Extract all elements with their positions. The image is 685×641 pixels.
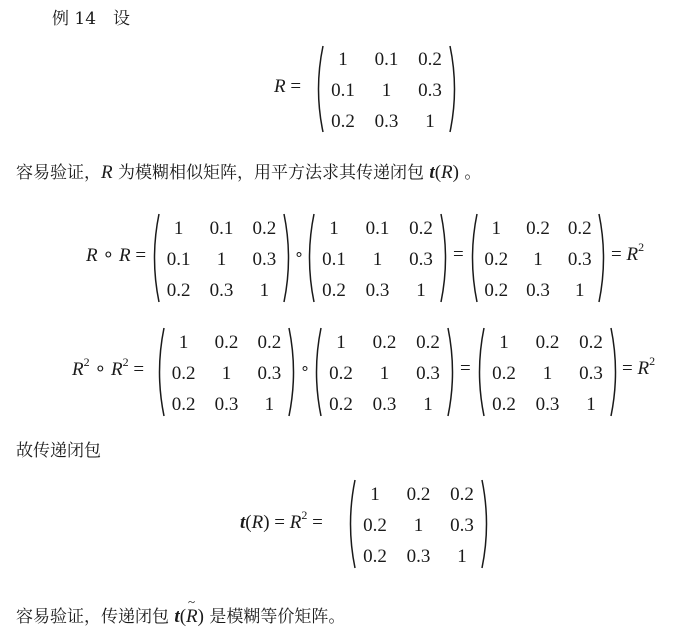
matrix-cell: 0.2 (171, 362, 196, 384)
matrix-cell: 0.2 (171, 394, 196, 416)
right-paren (441, 214, 446, 302)
matrix-cell: 1 (413, 514, 424, 536)
eq2-lhs: R ∘ R = (86, 245, 147, 266)
eq4-lhs: $t(R) = R^2$ = (240, 508, 323, 533)
matrix-transitive-closure (346, 478, 491, 570)
matrix-cell: 1 (216, 248, 227, 270)
matrix-cell: 1 (491, 217, 501, 239)
matrix-cell: 0.2 (567, 217, 592, 239)
matrix-cell: 0.3 (257, 362, 282, 384)
matrix-cell: 0.3 (416, 362, 440, 384)
matrix-cell: 0.2 (484, 248, 509, 270)
matrix-cell: 0.2 (418, 49, 442, 71)
matrix-cell: 0.2 (484, 280, 509, 302)
matrix-cell: 0.2 (166, 280, 191, 302)
equals-sign: = (453, 244, 464, 265)
right-paren (611, 328, 616, 416)
equals-sign-2: = (460, 358, 471, 379)
left-paren (319, 46, 324, 132)
matrix-cell: 0.3 (579, 362, 603, 384)
matrix-cell: 0.2 (492, 362, 516, 384)
eq2-rhs: = $R^2$ (611, 240, 645, 265)
matrix-cell: 0.2 (252, 217, 277, 239)
matrix-cell: 1 (338, 49, 348, 71)
matrix-cell: 1 (425, 110, 435, 132)
left-paren (155, 214, 160, 302)
matrix-cell: 0.2 (363, 514, 387, 536)
matrix-R-right (305, 212, 450, 304)
eq1-lhs: R = (274, 76, 302, 97)
matrix-cell: 1 (221, 362, 232, 384)
matrix-cell: 1 (379, 362, 390, 384)
matrix-cell: 1 (542, 362, 553, 384)
matrix-cell: 0.3 (214, 394, 239, 416)
right-paren (448, 328, 453, 416)
matrix-cell: 1 (173, 217, 184, 239)
matrix-cell: 0.3 (418, 80, 442, 101)
matrix-cell: 0.2 (492, 394, 516, 416)
matrix-cell: 0.3 (450, 514, 474, 536)
matrix-cell: 0.2 (526, 217, 550, 239)
matrix-R2-right (312, 326, 457, 418)
matrix-cell: 0.3 (567, 248, 592, 270)
matrix-cell: 1 (499, 331, 509, 353)
matrix-cell: 1 (423, 394, 433, 416)
matrix-R (314, 44, 459, 134)
right-paren (284, 214, 289, 302)
matrix-cell: 0.1 (209, 217, 234, 239)
matrix-cell: 0.2 (322, 280, 346, 302)
matrix-cell: 0.2 (535, 331, 560, 353)
left-paren (351, 480, 356, 568)
compose-operator-2: ∘ (300, 360, 311, 377)
right-paren (482, 480, 487, 568)
matrix-cell: 0.2 (372, 331, 397, 353)
matrix-R2-result (468, 212, 608, 304)
matrix-cell: 0.3 (409, 248, 433, 270)
matrix-cell: 0.3 (374, 110, 399, 132)
matrix-cell: 0.2 (406, 483, 431, 505)
eq3-lhs: $R^2$ ∘ $R^2$ = (72, 355, 145, 380)
final-sentence: 容易验证，传递闭包 t(R ~ ) 是模糊等价矩阵。 (16, 594, 346, 627)
matrix-cell: 0.2 (416, 331, 440, 353)
eq3-rhs: = $R^2$ (622, 354, 656, 379)
intro-sentence: 容易验证，R 为模糊相似矩阵，用平方法求其传递闭包 t(R) 。 (16, 162, 482, 183)
matrix-R-left (150, 212, 293, 304)
matrix-cell: 1 (259, 280, 270, 302)
matrix-cell: 1 (586, 394, 596, 416)
matrix-cell: 0.2 (409, 217, 433, 239)
example-heading: 例 14 设 (52, 9, 131, 29)
matrix-cell: 0.2 (329, 362, 353, 384)
matrix-cell: 0.3 (209, 280, 234, 302)
matrix-cell: 0.3 (365, 280, 390, 302)
right-paren (289, 328, 294, 416)
matrix-cell: 0.2 (329, 394, 353, 416)
matrix-cell: 1 (336, 331, 346, 353)
right-paren (450, 46, 455, 132)
matrix-cell: 0.3 (372, 394, 397, 416)
matrix-cell: 0.3 (526, 280, 550, 302)
matrix-cell: 1 (178, 331, 189, 353)
matrix-cell: 1 (575, 280, 585, 302)
matrix-cell: 1 (381, 80, 392, 101)
matrix-cell: 1 (416, 280, 426, 302)
matrix-R2-result-2 (475, 326, 620, 418)
left-paren (310, 214, 315, 302)
left-paren (473, 214, 478, 302)
matrix-cell: 0.2 (257, 331, 282, 353)
matrix-cell: 1 (370, 483, 380, 505)
matrix-cell: 0.2 (214, 331, 239, 353)
matrix-cell: 1 (329, 217, 339, 239)
matrix-R2-left (155, 326, 298, 418)
right-paren (599, 214, 604, 302)
conclusion-label: 故传递闭包 (16, 441, 101, 461)
matrix-cell: 1 (264, 394, 275, 416)
matrix-cell: 0.2 (363, 546, 387, 568)
matrix-cell: 1 (457, 546, 467, 568)
matrix-cell: 0.1 (166, 248, 191, 270)
matrix-cell: 0.1 (331, 80, 355, 101)
left-paren (480, 328, 485, 416)
left-paren (317, 328, 322, 416)
matrix-cell: 0.3 (535, 394, 560, 416)
matrix-cell: 0.1 (374, 49, 399, 71)
matrix-cell: 0.2 (579, 331, 603, 353)
matrix-cell: 1 (372, 248, 383, 270)
matrix-cell: 0.2 (331, 110, 355, 132)
compose-operator: ∘ (294, 246, 305, 263)
left-paren (160, 328, 165, 416)
matrix-cell: 0.1 (365, 217, 390, 239)
matrix-cell: 1 (533, 248, 543, 270)
matrix-cell: 0.3 (252, 248, 277, 270)
matrix-cell: 0.1 (322, 248, 346, 270)
matrix-cell: 0.3 (406, 546, 431, 568)
matrix-cell: 0.2 (450, 483, 474, 505)
